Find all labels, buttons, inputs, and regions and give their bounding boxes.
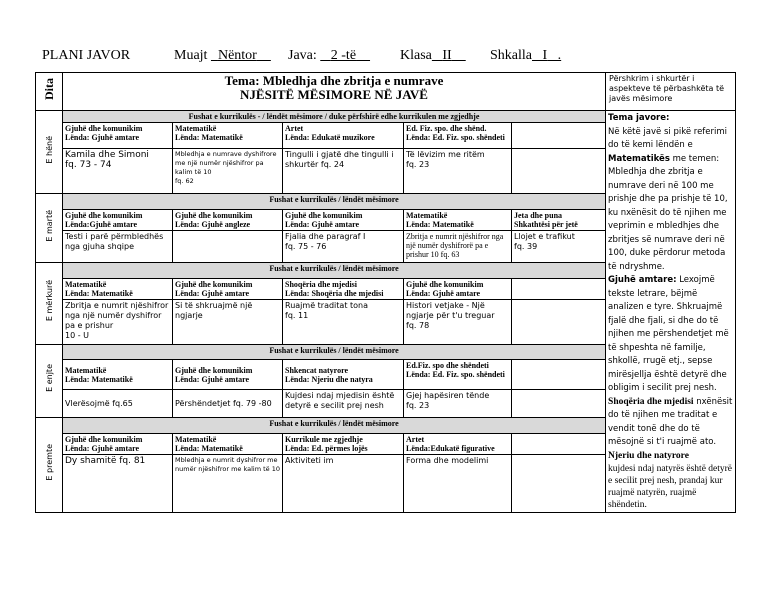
day-cell-friday [36,418,63,513]
subject-cell: Shkencat natyrore Lënda: Njeriu dhe natyra [283,360,404,390]
subject-cell: Ed.Fiz. spo dhe shëndeti Lënda: Ed. Fiz. spo. shëndeti [404,360,512,390]
topic-cell: Zbritja e numrit njëshifror nga një numër dyshifrorë pa e prishur 10 fq. 63 [404,230,512,262]
school-field [490,48,561,64]
month-value: Nëntor [217,48,257,63]
topic-cell: Llojet e trafikut fq. 39 [512,230,606,262]
day-cell-wednesday [36,262,63,344]
subject-cell: Matematikë Lënda: Matematikë [173,434,283,455]
topic-cell: Mbledhja e numrit dyshifror me numër njëshifror me kalim të 10 [173,455,283,513]
topic-cell: Dy shamitë fq. 81 [63,455,173,513]
topic-cell: Kujdesi ndaj mjedisin është detyrë e secilit prej nesh [283,390,404,418]
topic-cell: Përshëndetjet fq. 79 -80 [173,390,283,418]
curriculum-band: Fushat e kurrikulës / lëndët mësimore [63,344,606,360]
subject-cell: Gjuhë dhe komunikim Lënda: Gjuhë amtare [63,434,173,455]
topic-cell: Zbritja e numrit njëshifror nga një numër dyshifror pa e prishur 10 - U [63,299,173,344]
weekly-theme-heading: Tema javore: [608,113,670,123]
subject-cell: Jeta dhe puna Shkathtësi për jetë [512,209,606,230]
curriculum-band: Fushat e kurrikulës / lëndët mësimore [63,194,606,210]
subject-cell: Matematikë Lënda: Matematikë [63,278,173,299]
theme-cell [63,73,606,111]
subject-cell: Gjuhë dhe komunikim Lënda: Gjuhë amtare [283,209,404,230]
subject-cell: Artet Lënda:Edukatë figurative [404,434,512,455]
topic-cell [512,299,606,344]
subject-cell: Matematikë Lënda: Matematikë [173,123,283,149]
subject-cell [512,123,606,149]
topic-cell: Të lëvizim me ritëm fq. 23 [404,149,512,194]
subject-cell: Gjuhë dhe komunikim Lënda: Gjuhë amtare [173,360,283,390]
nature-heading: Njeriu dhe natyrore [608,450,689,461]
subject-cell: Shoqëria dhe mjedisi Lënda: Shoqëria dhe mjedisi [283,278,404,299]
month-label: Muajt [174,48,208,63]
subject-cell: Gjuhë dhe komunikim Lënda: Gjuhë amtare [63,123,173,149]
side-header: Përshkrim i shkurtër i aspekteve të përbashkëta të javës mësimore [606,73,736,111]
subject-cell: Matematikë Lënda: Matematikë [63,360,173,390]
weekly-theme-text: Në këtë javë si pikë referimi do të kemi lëndën e Matematikës me temen: Mbledhja dhe zbritja e numrave deri në 100 me prishje dhe pa prishje të 10, ku nxënësit do të njihen me veprimin e mbledhjes dhe zbritjes së numrave deri në 100, duke përdorur metoda të ndryshme. [608,126,728,272]
school-label: Shkalla [490,48,532,63]
units-title: NJËSITË MËSIMORE NË JAVË [240,87,428,102]
native-language-text: Gjuhë amtare: Lexojmë tekste letrare, bëjmë analizen e tyre. Shkruajmë fjalë dhe fjali, si dhe do të njihen me përshendetjet më të shpeshta në familje, shkollë, rrugë etj., sepse mirësjellja është detyrë dhe obligim i secilit prej nesh. Shoqëria dhe mjedisi nxënësit do të njihen me traditat e vendit tonë dhe do të mësojnë si t'i ruajmë ato. [608,275,733,447]
subject-cell: Ed. Fiz. spo. dhe shënd. Lënda: Ed. Fiz. spo. shëndeti [404,123,512,149]
topic-cell [512,149,606,194]
topic-cell: Si të shkruajmë një ngjarje [173,299,283,344]
subject-cell: Gjuhë dhe komunikim Lënda:Gjuhë amtare [63,209,173,230]
day-cell-monday [36,111,63,194]
day-cell-thursday [36,344,63,418]
topic-cell [512,390,606,418]
topic-cell: Forma dhe modelimi [404,455,512,513]
topic-cell: Ruajmë traditat tona fq. 11 [283,299,404,344]
weekly-description [606,111,736,513]
subject-cell [512,360,606,390]
day-header: Dita [41,78,56,100]
topic-cell: Kamila dhe Simoni fq. 73 - 74 [63,149,173,194]
subject-cell [512,278,606,299]
day-name: E hënë [44,135,54,164]
topic-cell: Fjalia dhe paragraf I fq. 75 - 76 [283,230,404,262]
week-label: Java: [288,48,317,63]
topic-cell [512,455,606,513]
day-name: E martë [44,209,54,242]
topic-cell: Gjej hapësiren tënde fq. 23 [404,390,512,418]
weekly-plan-table [35,72,736,513]
curriculum-band: Fushat e kurrikulës / lëndët mësimore [63,262,606,278]
subject-cell: Gjuhë dhe komunikim Lënda: Gjuhë amtare [404,278,512,299]
class-label: Klasa [400,48,432,63]
topic-cell: Testi i parë përmbledhës nga gjuha shqipe [63,230,173,262]
class-value: II [442,48,452,63]
month-field [174,48,271,64]
day-name: E enjte [44,364,54,393]
day-name: E premte [44,444,54,481]
curriculum-band: Fushat e kurrikulës / lëndët mësimore [63,418,606,434]
subject-cell: Kurrikule me zgjedhje Lënda: Ed. përmes lojës [283,434,404,455]
topic-cell: Aktiviteti im [283,455,404,513]
subject-cell: Gjuhë dhe komunikim Lënda: Gjuhë amtare [173,278,283,299]
week-field [288,48,370,64]
nature-text: kujdesi ndaj natyrës është detyrë e secilit prej nesh, prandaj kur ruajmë natyrën, ruajmë shëndetin. [608,464,733,510]
topic-cell [173,230,283,262]
topic-cell: Vlerësojmë fq.65 [63,390,173,418]
subject-cell: Artet Lënda: Edukatë muzikore [283,123,404,149]
subject-cell: Matematikë Lënda: Matematikë [404,209,512,230]
topic-cell: Mbledhja e numrave dyshifrore me një numër njëshifror pa kalim të 10 fq. 62 [173,149,283,194]
day-name: E mërkurë [44,280,54,322]
plan-title: PLANI JAVOR [42,48,131,63]
day-cell-tuesday [36,194,63,263]
subject-cell [512,434,606,455]
week-value: 2 -të [330,48,357,63]
day-header-cell [36,73,63,111]
class-field [400,48,466,64]
theme-title: Tema: Mbledhja dhe zbritja e numrave [224,73,444,88]
curriculum-band: Fushat e kurrikulës - / lëndët mësimore / duke përfshirë edhe kurrikulen me zgjedhje [63,111,606,123]
topic-cell: Histori vetjake - Një ngjarje për t'u treguar fq. 78 [404,299,512,344]
topic-cell: Tingulli i gjatë dhe tingulli i shkurtër fq. 24 [283,149,404,194]
subject-cell: Gjuhë dhe komunikim Lënda: Gjuhë angleze [173,209,283,230]
school-value: I . [542,48,562,63]
